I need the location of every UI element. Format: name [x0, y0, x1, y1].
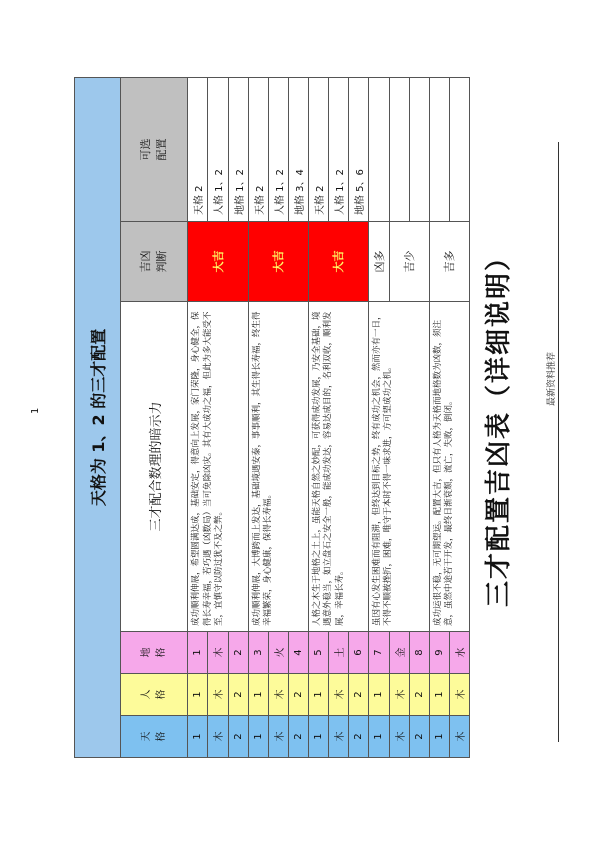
cell-sky: 2	[348, 716, 368, 758]
cell-earth: 火	[268, 632, 288, 674]
header-sky	[120, 716, 188, 758]
cell-earth: 4	[288, 632, 308, 674]
cell-pair-empty	[429, 77, 449, 221]
cell-earth: 土	[328, 632, 348, 674]
cell-pair: 人格 1、2	[268, 77, 288, 221]
header-pair-bottom: 配置	[155, 138, 169, 161]
table-row	[308, 77, 328, 757]
cell-sky: 1	[368, 716, 389, 758]
cell-person: 2	[348, 674, 368, 716]
cell-note: 虽因有心发生困难而有阻滞，但终达到目标之势，终有成功之机会，然而亦有一日，不得不顺被挫折，困难，唯守于本时不得一味求进，方可望成功之机。	[368, 302, 429, 632]
header-note: 最新资料推荐	[544, 348, 557, 410]
table-row	[368, 77, 389, 757]
cell-person: 1	[248, 674, 268, 716]
header-earth-bottom: 格	[156, 647, 168, 658]
cell-person: 2	[228, 674, 248, 716]
header-earth	[120, 632, 188, 674]
header-earth-top: 地	[141, 647, 153, 658]
cell-pair: 地格 1、2	[228, 77, 248, 221]
cell-pair: 人格 1、2	[328, 77, 348, 221]
cell-sky: 2	[409, 716, 429, 758]
cell-earth: 2	[228, 632, 248, 674]
page-title: 三才配置吉凶表（详细说明）	[484, 243, 514, 608]
header-verdict	[120, 222, 188, 302]
cell-sky: 木	[328, 716, 348, 758]
header-pair	[120, 77, 188, 221]
cell-sky: 木	[208, 716, 228, 758]
cell-earth: 木	[208, 632, 228, 674]
cell-verdict: 凶多	[368, 222, 389, 302]
cell-person: 1	[188, 674, 208, 716]
header-note-column: 三才配合数理的暗示力	[120, 302, 188, 632]
cell-verdict: 大吉	[188, 222, 248, 302]
sancai-table	[74, 77, 470, 758]
table-header-row	[120, 77, 188, 757]
cell-person: 1	[368, 674, 389, 716]
page-number: 1	[30, 407, 41, 414]
cell-earth: 7	[368, 632, 389, 674]
cell-pair-empty	[409, 77, 429, 221]
table-row	[429, 77, 449, 757]
cell-pair-empty	[368, 77, 389, 221]
header-verdict-top: 吉凶	[138, 250, 152, 273]
table-row	[248, 77, 268, 757]
cell-person: 木	[449, 674, 469, 716]
cell-sky: 木	[449, 716, 469, 758]
header-person-bottom: 格	[156, 689, 168, 700]
cell-note: 成功运很不稳，无可期望运。配置大吉，但只有人格为天格而地格数为凶数，须注意，虽然中途若干开发，最终日渐衰颓，流亡，失败，倒闭。	[429, 302, 469, 632]
cell-sky: 1	[429, 716, 449, 758]
cell-sky: 1	[308, 716, 328, 758]
cell-person: 木	[389, 674, 409, 716]
cell-verdict: 大吉	[308, 222, 368, 302]
cell-person: 1	[308, 674, 328, 716]
cell-pair: 天格 2	[188, 77, 208, 221]
cell-pair: 人格 1、2	[208, 77, 228, 221]
cell-earth: 8	[409, 632, 429, 674]
cell-pair: 地格 3、4	[288, 77, 308, 221]
cell-earth: 金	[389, 632, 409, 674]
cell-verdict: 大吉	[248, 222, 308, 302]
cell-sky: 2	[288, 716, 308, 758]
table-row	[188, 77, 208, 757]
cell-sky: 木	[268, 716, 288, 758]
cell-sky: 1	[188, 716, 208, 758]
cell-person: 木	[268, 674, 288, 716]
cell-pair: 天格 2	[308, 77, 328, 221]
cell-sky: 2	[228, 716, 248, 758]
cell-pair-empty	[449, 77, 469, 221]
cell-earth: 水	[449, 632, 469, 674]
cell-person: 木	[328, 674, 348, 716]
header-pair-top: 可选	[138, 138, 152, 161]
cell-person: 木	[208, 674, 228, 716]
cell-note: 人格之木生于地格之土上，虽能天格自然之妙配，可获得成功发展，乃安全基础，境遇意外稳当，如立盘石之安全一般，能成功发达，容易达成目的，名利双收，顺利发展，幸福长寿。	[308, 302, 368, 632]
cell-sky: 木	[389, 716, 409, 758]
table-banner: 天格为 1、2 的三才配置	[75, 77, 121, 757]
cell-verdict: 吉多	[429, 222, 469, 302]
header-rule	[558, 142, 559, 742]
header-verdict-bottom: 判断	[155, 250, 169, 273]
cell-verdict: 吉少	[389, 222, 429, 302]
cell-pair-empty	[389, 77, 409, 221]
cell-sky: 1	[248, 716, 268, 758]
cell-person: 1	[429, 674, 449, 716]
cell-pair: 地格 5、6	[348, 77, 368, 221]
cell-note: 成功顺利伸展，希望圆满达成，基础安定，得意向上发展，家门荣隆，身心健全，保得长寿幸福，若巧遇（凶数局）当可免除凶灾。其有大成功之福，但此为多大能受不至，宜慎守以防过犹不及之弊。	[188, 302, 248, 632]
header-sky-bottom: 格	[156, 731, 168, 742]
table-banner-row	[75, 77, 121, 757]
cell-earth: 9	[429, 632, 449, 674]
cell-earth: 1	[188, 632, 208, 674]
cell-person: 2	[288, 674, 308, 716]
cell-earth: 3	[248, 632, 268, 674]
header-person	[120, 674, 188, 716]
cell-earth: 6	[348, 632, 368, 674]
cell-person: 2	[409, 674, 429, 716]
cell-pair: 天格 2	[248, 77, 268, 221]
cell-earth: 5	[308, 632, 328, 674]
header-sky-top: 天	[141, 731, 153, 742]
header-person-top: 人	[141, 689, 153, 700]
cell-note: 成功顺利伸展，大博跨而上发达，基础境遇安泰，事事顺利，其生得长寿福，终生得幸福繁荣，身心健康，保得长寿福。	[248, 302, 308, 632]
